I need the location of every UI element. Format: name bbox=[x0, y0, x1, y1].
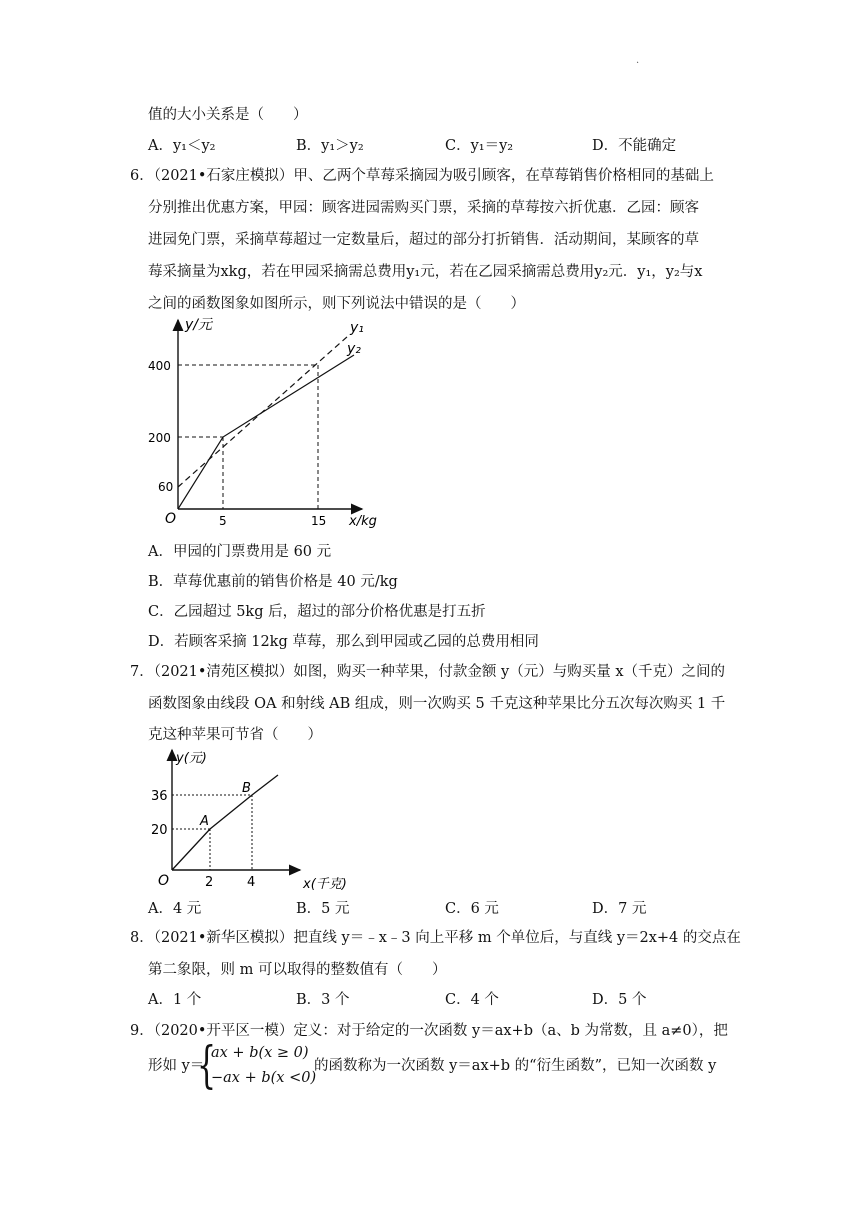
q5-option-c: C．y₁＝y₂ bbox=[445, 138, 514, 154]
q7-y-label: y(元) bbox=[176, 751, 207, 766]
q6-y-tick: 400 bbox=[148, 359, 171, 373]
q9-prefix: 形如 y＝ bbox=[148, 1058, 205, 1074]
q6-series-label-y2: y₂ bbox=[347, 341, 361, 357]
q6-line-1: 6．（2021•石家庄模拟）甲、乙两个草莓采摘园为吸引顾客，在草莓销售价格相同的基础上 bbox=[130, 168, 714, 184]
q7-series bbox=[172, 775, 278, 870]
q5-option-a: A．y₁＜y₂ bbox=[148, 138, 216, 154]
q6-option-d: D．若顾客采摘 12kg 草莓，那么到甲园或乙园的总费用相同 bbox=[148, 634, 539, 650]
q6-line-5: 之间的函数图象如图所示，则下列说法中错误的是（ ） bbox=[148, 296, 525, 312]
q9-suffix: 的函数称为一次函数 y＝ax+b 的“衍生函数”，已知一次函数 y bbox=[314, 1058, 717, 1074]
q6-graph bbox=[140, 310, 390, 535]
q7-line-3: 克这种苹果可节省（ ） bbox=[148, 727, 322, 743]
q6-x-label: x/kg bbox=[349, 514, 377, 529]
q7-graph bbox=[140, 745, 370, 895]
q6-option-b: B．草莓优惠前的销售价格是 40 元/kg bbox=[148, 574, 398, 590]
q7-y-tick: 36 bbox=[151, 789, 168, 804]
q5-continuation: 值的大小关系是（ ） bbox=[148, 107, 308, 123]
q8-line-2: 第二象限，则 m 可以取得的整数值有（ ） bbox=[148, 962, 447, 978]
q8-line-1: 8．（2021•新华区模拟）把直线 y＝﹣x﹣3 向上平移 m 个单位后，与直线 y＝2x+4 的交点在 bbox=[130, 930, 741, 946]
q7-option-d: D．7 元 bbox=[592, 901, 647, 917]
q7-x-tick: 4 bbox=[247, 875, 256, 890]
q9-piece-1: ax + b(x ≥ 0) bbox=[211, 1045, 309, 1061]
q7-option-c: C．6 元 bbox=[445, 901, 499, 917]
q7-point-label-a: A bbox=[200, 814, 209, 829]
q7-origin: O bbox=[158, 873, 170, 889]
q7-x-label: x(千克) bbox=[303, 877, 347, 892]
q6-y-tick: 60 bbox=[158, 480, 174, 494]
q6-origin: O bbox=[165, 511, 177, 527]
q9-line-1: 9．（2020•开平区一模）定义：对于给定的一次函数 y＝ax+b（a、b 为常数，且 a≠0），把 bbox=[130, 1023, 728, 1039]
q7-option-b: B．5 元 bbox=[296, 901, 350, 917]
q9-brace: { bbox=[197, 1036, 217, 1094]
q7-point-label-b: B bbox=[242, 781, 251, 796]
q8-option-a: A．1 个 bbox=[148, 992, 202, 1008]
q9-piece-2: −ax + b(x <0) bbox=[211, 1070, 317, 1086]
q7-option-a: A．4 元 bbox=[148, 901, 202, 917]
q6-y-label: y/元 bbox=[185, 317, 213, 333]
q6-line-3: 进园免门票，采摘草莓超过一定数量后，超过的部分打折销售．活动期间，某顾客的草 bbox=[148, 232, 699, 248]
q6-series-label-y1: y₁ bbox=[350, 320, 364, 336]
q8-option-d: D．5 个 bbox=[592, 992, 647, 1008]
q8-option-b: B．3 个 bbox=[296, 992, 350, 1008]
q6-option-a: A．甲园的门票费用是 60 元 bbox=[148, 544, 332, 560]
q7-line-2: 函数图象由线段 OA 和射线 AB 组成，则一次购买 5 千克这种苹果比分五次每次购买 1 千 bbox=[148, 696, 726, 712]
q7-line-1: 7．（2021•清苑区模拟）如图，购买一种苹果，付款金额 y（元）与购买量 x（千克）之间的 bbox=[130, 664, 726, 680]
q6-option-c: C．乙园超过 5kg 后，超过的部分价格优惠是打五折 bbox=[148, 604, 486, 620]
q6-x-tick: 5 bbox=[219, 514, 227, 528]
q6-x-tick: 15 bbox=[311, 514, 327, 528]
q5-option-d: D．不能确定 bbox=[592, 138, 677, 154]
q5-option-b: B．y₁＞y₂ bbox=[296, 138, 364, 154]
header-dot: · bbox=[636, 58, 640, 69]
q6-series-y2 bbox=[178, 355, 354, 509]
q7-y-tick: 20 bbox=[151, 823, 168, 838]
q6-line-4: 莓采摘量为xkg，若在甲园采摘需总费用y₁元，若在乙园采摘需总费用y₂元．y₁，y₂与x bbox=[148, 264, 703, 280]
q6-line-2: 分别推出优惠方案，甲园：顾客进园需购买门票，采摘的草莓按六折优惠．乙园：顾客 bbox=[148, 200, 699, 216]
q8-option-c: C．4 个 bbox=[445, 992, 499, 1008]
q7-x-tick: 2 bbox=[205, 875, 214, 890]
q6-y-tick: 200 bbox=[148, 431, 171, 445]
